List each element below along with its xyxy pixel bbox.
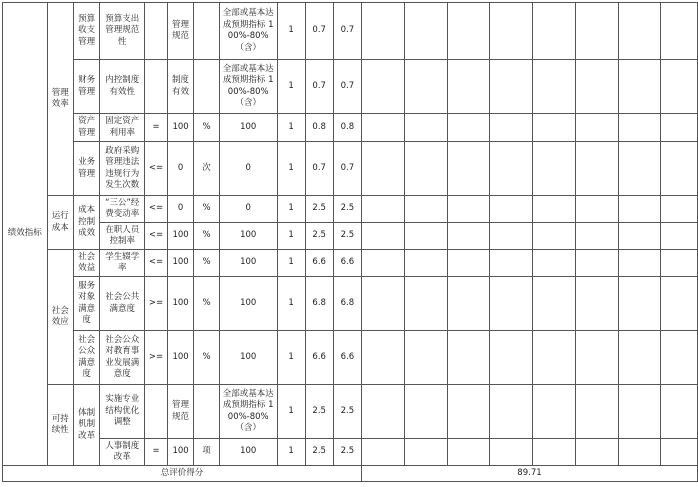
group-operating-cost-cell: 运行成本 [47, 196, 73, 250]
empty-cell [490, 250, 533, 277]
indicator-cell: 社会公众对教育事业发展满意度 [100, 331, 145, 385]
empty-cell [490, 223, 533, 250]
sub-indicator-cell: 体制机制改革 [73, 385, 99, 466]
section-label-cell: 绩效指标 [3, 3, 48, 466]
indicator-cell: 固定资产利用率 [100, 114, 145, 142]
unit-cell [194, 60, 220, 114]
empty-cell [447, 3, 490, 60]
empty-cell [533, 142, 576, 196]
sub-indicator-cell: 资产管理 [73, 114, 99, 142]
table-row [3, 277, 698, 331]
empty-cell [490, 142, 533, 196]
score-cell: 0.7 [333, 142, 361, 196]
table-row [3, 385, 698, 439]
weight-cell: 1 [277, 196, 305, 223]
empty-cell [618, 277, 661, 331]
table-row [3, 439, 698, 466]
operator-cell: <= [145, 250, 168, 277]
empty-cell [533, 60, 576, 114]
empty-cell [618, 3, 661, 60]
empty-cell [533, 114, 576, 142]
performance-indicator-table [2, 2, 698, 482]
achieved-cell: 0 [219, 196, 277, 223]
weight-cell: 1 [277, 439, 305, 466]
unit-cell: % [194, 114, 220, 142]
score-cell: 0.7 [333, 60, 361, 114]
empty-cell [361, 277, 404, 331]
achieved-cell: 100 [219, 223, 277, 250]
empty-cell [533, 196, 576, 223]
empty-cell [575, 196, 618, 223]
score-cell: 6.6 [305, 331, 333, 385]
empty-cell [490, 196, 533, 223]
empty-cell [404, 250, 447, 277]
empty-cell [361, 142, 404, 196]
empty-cell [404, 277, 447, 331]
score-cell: 2.5 [333, 385, 361, 439]
achieved-cell: 全部或基本达成预期指标 100%-80%（含） [219, 60, 277, 114]
target-value-cell: 100 [167, 331, 193, 385]
empty-cell [447, 250, 490, 277]
empty-cell [661, 196, 698, 223]
score-cell: 0.8 [333, 114, 361, 142]
achieved-cell: 100 [219, 250, 277, 277]
empty-cell [361, 439, 404, 466]
score-cell: 0.7 [305, 142, 333, 196]
empty-cell [447, 385, 490, 439]
weight-cell: 1 [277, 277, 305, 331]
table-body [3, 3, 698, 482]
weight-cell: 1 [277, 114, 305, 142]
empty-cell [361, 385, 404, 439]
score-cell: 6.6 [333, 250, 361, 277]
empty-cell [575, 60, 618, 114]
empty-cell [361, 114, 404, 142]
weight-cell: 1 [277, 142, 305, 196]
target-value-cell: 100 [167, 439, 193, 466]
achieved-cell: 全部或基本达成预期指标 100%-80%（含） [219, 3, 277, 60]
operator-cell: <= [145, 223, 168, 250]
empty-cell [361, 331, 404, 385]
empty-cell [490, 385, 533, 439]
empty-cell [661, 60, 698, 114]
total-score-value: 89.71 [361, 466, 697, 482]
empty-cell [404, 331, 447, 385]
weight-cell: 1 [277, 60, 305, 114]
empty-cell [404, 3, 447, 60]
empty-cell [575, 331, 618, 385]
indicator-cell: 人事制度改革 [100, 439, 145, 466]
target-value-cell: 管理规范 [167, 385, 193, 439]
indicator-cell: 学生辍学率 [100, 250, 145, 277]
empty-cell [404, 439, 447, 466]
empty-cell [575, 250, 618, 277]
target-value-cell: 0 [167, 196, 193, 223]
sub-indicator-cell: 预算收支管理 [73, 3, 99, 60]
sub-indicator-cell: 财务管理 [73, 60, 99, 114]
empty-cell [533, 250, 576, 277]
achieved-cell: 100 [219, 114, 277, 142]
empty-cell [575, 142, 618, 196]
empty-cell [447, 142, 490, 196]
sub-indicator-cell: 社会效益 [73, 250, 99, 277]
achieved-cell: 0 [219, 142, 277, 196]
empty-cell [533, 3, 576, 60]
empty-cell [618, 385, 661, 439]
target-value-cell: 制度有效 [167, 60, 193, 114]
target-value-cell: 管理规范 [167, 3, 193, 60]
target-value-cell: 0 [167, 142, 193, 196]
empty-cell [404, 60, 447, 114]
operator-cell [145, 3, 168, 60]
unit-cell: 项 [194, 439, 220, 466]
empty-cell [575, 114, 618, 142]
empty-cell [661, 277, 698, 331]
empty-cell [447, 223, 490, 250]
empty-cell [661, 439, 698, 466]
weight-cell: 1 [277, 385, 305, 439]
unit-cell: 次 [194, 142, 220, 196]
empty-cell [661, 142, 698, 196]
unit-cell: % [194, 250, 220, 277]
empty-cell [618, 331, 661, 385]
table-row [3, 196, 698, 223]
empty-cell [361, 196, 404, 223]
indicator-cell: 实施专业结构优化调整 [100, 385, 145, 439]
empty-cell [618, 142, 661, 196]
group-sustainable-cell: 可持续性 [47, 385, 73, 466]
operator-cell: = [145, 439, 168, 466]
unit-cell: % [194, 331, 220, 385]
empty-cell [447, 196, 490, 223]
sub-indicator-cell: 服务对象满意度 [73, 277, 99, 331]
score-cell: 6.6 [333, 331, 361, 385]
weight-cell: 1 [277, 223, 305, 250]
empty-cell [533, 277, 576, 331]
table-row [3, 142, 698, 196]
score-cell: 2.5 [333, 223, 361, 250]
table-row [3, 3, 698, 60]
empty-cell [404, 142, 447, 196]
operator-cell: = [145, 114, 168, 142]
unit-cell: % [194, 277, 220, 331]
table-row [3, 331, 698, 385]
achieved-cell: 全部或基本达成预期指标 100%-80%（含） [219, 385, 277, 439]
empty-cell [575, 3, 618, 60]
weight-cell: 1 [277, 250, 305, 277]
empty-cell [404, 114, 447, 142]
empty-cell [447, 439, 490, 466]
empty-cell [661, 385, 698, 439]
empty-cell [618, 60, 661, 114]
indicator-cell: 内控制度有效性 [100, 60, 145, 114]
score-cell: 2.5 [305, 223, 333, 250]
empty-cell [618, 196, 661, 223]
empty-cell [661, 223, 698, 250]
empty-cell [661, 114, 698, 142]
score-cell: 0.7 [333, 3, 361, 60]
empty-cell [661, 331, 698, 385]
empty-cell [447, 277, 490, 331]
sub-indicator-cell: 成本控制成效 [73, 196, 99, 250]
indicator-cell: 预算支出管理规范性 [100, 3, 145, 60]
empty-cell [490, 114, 533, 142]
empty-cell [618, 439, 661, 466]
score-cell: 2.5 [305, 439, 333, 466]
operator-cell: <= [145, 196, 168, 223]
empty-cell [490, 331, 533, 385]
table-row [3, 60, 698, 114]
empty-cell [361, 60, 404, 114]
empty-cell [575, 439, 618, 466]
empty-cell [618, 250, 661, 277]
empty-cell [361, 3, 404, 60]
score-cell: 0.7 [305, 60, 333, 114]
score-cell: 0.7 [305, 3, 333, 60]
achieved-cell: 100 [219, 331, 277, 385]
empty-cell [447, 60, 490, 114]
weight-cell: 1 [277, 3, 305, 60]
target-value-cell: 100 [167, 250, 193, 277]
unit-cell [194, 3, 220, 60]
empty-cell [661, 250, 698, 277]
sub-indicator-cell: 社会公众满意度 [73, 331, 99, 385]
weight-cell: 1 [277, 331, 305, 385]
empty-cell [447, 331, 490, 385]
operator-cell: <= [145, 142, 168, 196]
empty-cell [490, 60, 533, 114]
unit-cell: % [194, 223, 220, 250]
empty-cell [533, 385, 576, 439]
empty-cell [490, 439, 533, 466]
empty-cell [490, 3, 533, 60]
score-cell: 6.6 [305, 250, 333, 277]
empty-cell [575, 277, 618, 331]
table-row [3, 223, 698, 250]
empty-cell [618, 114, 661, 142]
achieved-cell: 100 [219, 277, 277, 331]
target-value-cell: 100 [167, 223, 193, 250]
unit-cell: % [194, 196, 220, 223]
empty-cell [447, 114, 490, 142]
score-cell: 6.8 [333, 277, 361, 331]
empty-cell [533, 331, 576, 385]
empty-cell [404, 223, 447, 250]
operator-cell: >= [145, 277, 168, 331]
table-row [3, 114, 698, 142]
group-management-cell: 管理效率 [47, 3, 73, 196]
empty-cell [661, 3, 698, 60]
achieved-cell: 100 [219, 439, 277, 466]
total-score-label: 总评价得分 [3, 466, 362, 482]
empty-cell [575, 385, 618, 439]
table-row [3, 250, 698, 277]
empty-cell [575, 223, 618, 250]
score-cell: 2.5 [333, 196, 361, 223]
empty-cell [404, 385, 447, 439]
empty-cell [490, 277, 533, 331]
empty-cell [533, 439, 576, 466]
score-cell: 2.5 [305, 385, 333, 439]
indicator-cell: 政府采购管理违法违规行为发生次数 [100, 142, 145, 196]
empty-cell [404, 196, 447, 223]
group-social-cell: 社会效应 [47, 250, 73, 385]
operator-cell: >= [145, 331, 168, 385]
sub-indicator-cell: 业务管理 [73, 142, 99, 196]
unit-cell [194, 385, 220, 439]
score-cell: 2.5 [305, 196, 333, 223]
empty-cell [361, 223, 404, 250]
indicator-cell: 社会公共满意度 [100, 277, 145, 331]
operator-cell [145, 385, 168, 439]
operator-cell [145, 60, 168, 114]
target-value-cell: 100 [167, 277, 193, 331]
score-cell: 0.8 [305, 114, 333, 142]
score-cell: 2.5 [333, 439, 361, 466]
score-cell: 6.8 [305, 277, 333, 331]
empty-cell [618, 223, 661, 250]
empty-cell [361, 250, 404, 277]
indicator-cell: 在职人员控制率 [100, 223, 145, 250]
target-value-cell: 100 [167, 114, 193, 142]
table-row [3, 466, 698, 482]
indicator-cell: “三公”经费变动率 [100, 196, 145, 223]
empty-cell [533, 223, 576, 250]
